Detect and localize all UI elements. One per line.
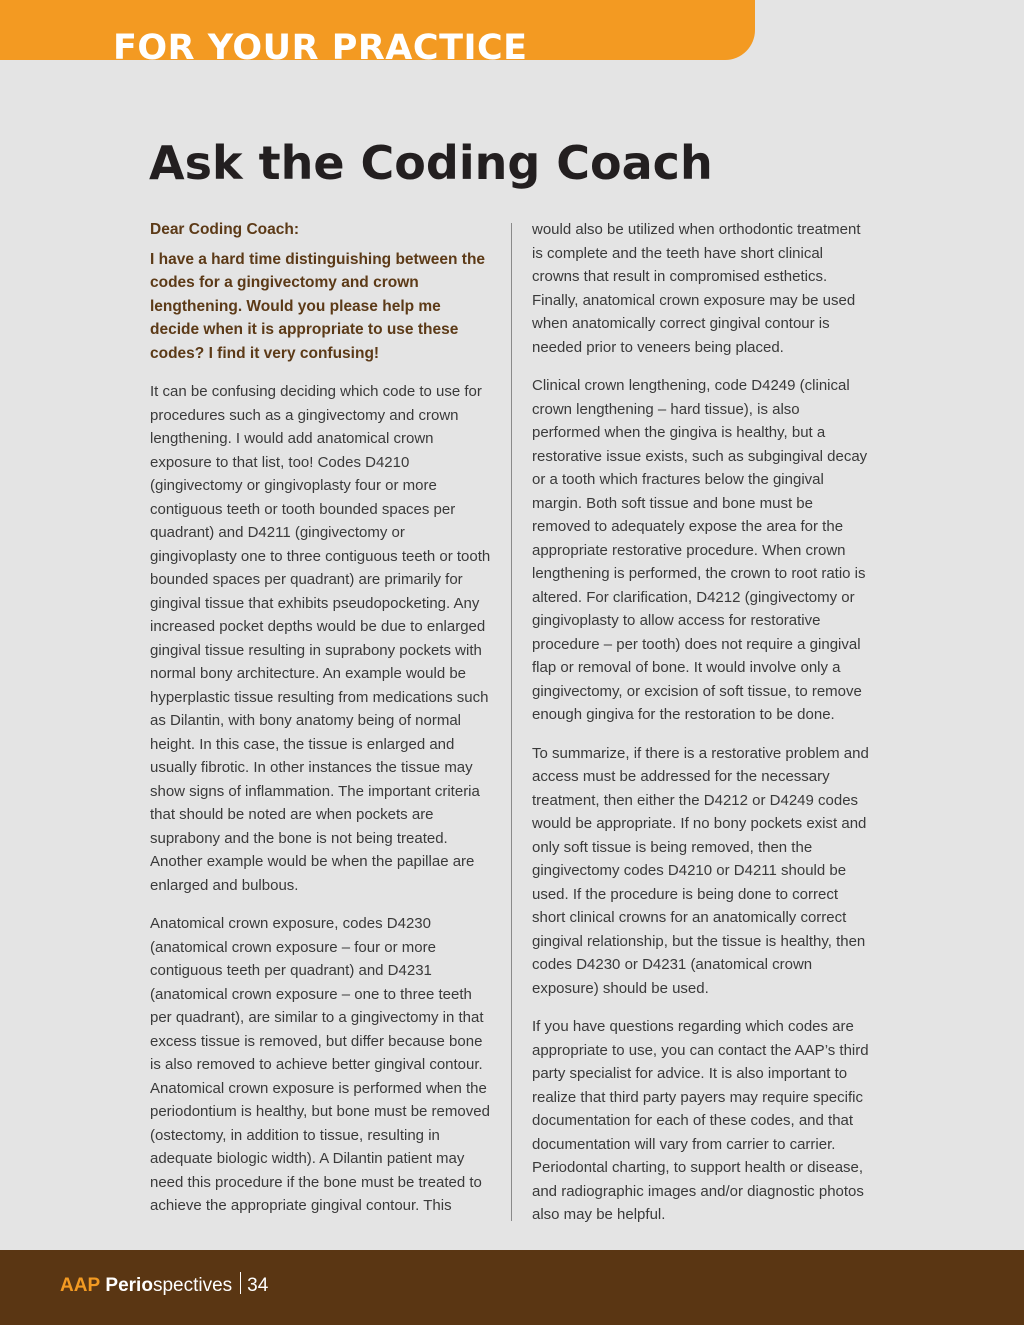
page-title: Ask the Coding Coach — [149, 136, 713, 190]
footer-brand: AAP — [60, 1275, 101, 1296]
footer-publication-bold: Perio — [105, 1275, 153, 1296]
footer-publication-rest: spectives — [152, 1275, 233, 1296]
answer-paragraph: Anatomical crown exposure, codes D4230 (anatomical crown exposure – four or more contiguous teeth per quadrant) and D4231 (anatomical crown exposure – one to three teeth per quadrant), are similar to a gingivectomy in that excess tissue is removed, but differ because bone is also removed to achieve better gingival contour. Anatomical crown exposure is performed when the periodontium is healthy, but bone must be removed (ostectomy, in addition to tissue, resulting in adequate biologic width). A Dilantin patient may need this procedure if the bone must be treated to achieve the appropriate gingival contour. This — [150, 915, 490, 1214]
footer-publication — [60, 1272, 268, 1300]
article-column-right — [532, 218, 872, 1242]
answer-paragraph: Clinical crown lengthening, code D4249 (clinical crown lengthening – hard tissue), is also performed when the gingiva is healthy, but a restorative issue exists, such as subgingival decay or a tooth which fractures below the gingival margin. Both soft tissue and bone must be removed to adequately expose the area for the appropriate restorative procedure. When crown lengthening is performed, the crown to root ratio is altered. For clarification, D4212 (gingivectomy or gingivoplasty to allow access for restorative procedure – per tooth) does not require a gingival flap or removal of bone. It would involve only a gingivectomy, or excision of soft tissue, to remove enough gingiva for the restoration to be done. — [532, 377, 868, 723]
page-footer — [0, 1250, 1024, 1325]
column-divider — [511, 223, 512, 1221]
answer-paragraph: would also be utilized when orthodontic treatment is complete and the teeth have short clinical crowns that result in compromised esthetics. Finally, anatomical crown exposure may be used when anatomically correct gingival contour is needed prior to veneers being placed. — [532, 221, 861, 356]
letter-question: I have a hard time distinguishing between the codes for a gingivectomy and crown lengthening. Would you please help me decide when it is appropriate to use these codes? I find it very confusing! — [150, 250, 486, 362]
answer-paragraph: If you have questions regarding which codes are appropriate to use, you can contact the AAP’s third party specialist for advice. It is also important to realize that third party payers may require specific documentation for each of these codes, and that documentation will vary from carrier to carrier. Periodontal charting, to support health or disease, and radiographic images and/or diagnostic photos also may be helpful. — [532, 1018, 869, 1223]
section-label: FOR YOUR PRACTICE — [113, 28, 528, 60]
answer-paragraph: To summarize, if there is a restorative problem and access must be addressed for the necessary treatment, then either the D4212 or D4249 codes would be appropriate. If no bony pockets exist and only soft tissue is being removed, then the gingivectomy codes D4210 or D4211 should be used. If the procedure is being done to correct short clinical crowns for an anatomically correct gingival relationship, but the tissue is healthy, then codes D4230 or D4231 (anatomical crown exposure) should be used. — [532, 744, 869, 997]
answer-paragraph: It can be confusing deciding which code to use for procedures such as a gingivectomy and crown lengthening. I would add anatomical crown exposure to that list, too! Codes D4210 (gingivectomy or gingivoplasty four or more contiguous teeth or tooth bounded spaces per quadrant) and D4211 (gingivectomy or gingivoplasty one to three contiguous teeth or tooth bounded spaces per quadrant) are primarily for gingival tissue that exhibits pseudopocketing. Any increased pocket depths would be due to enlarged gingival tissue resulting in suprabony pockets with normal bony architecture. An example would be hyperplastic tissue resulting from medications such as Dilantin, with bony anatomy being of normal height. In this case, the tissue is enlarged and usually fibrotic. In other instances the tissue may show signs of inflammation. The important criteria that should be noted are when pockets are suprabony and the bone is not being treated. Another example would be when the papillae are enlarged and bulbous. — [150, 383, 491, 894]
article-column-left — [150, 218, 494, 1233]
footer-separator — [240, 1272, 241, 1294]
page-number: 34 — [247, 1275, 269, 1296]
letter-salutation: Dear Coding Coach: — [150, 221, 299, 238]
section-banner — [0, 0, 755, 60]
